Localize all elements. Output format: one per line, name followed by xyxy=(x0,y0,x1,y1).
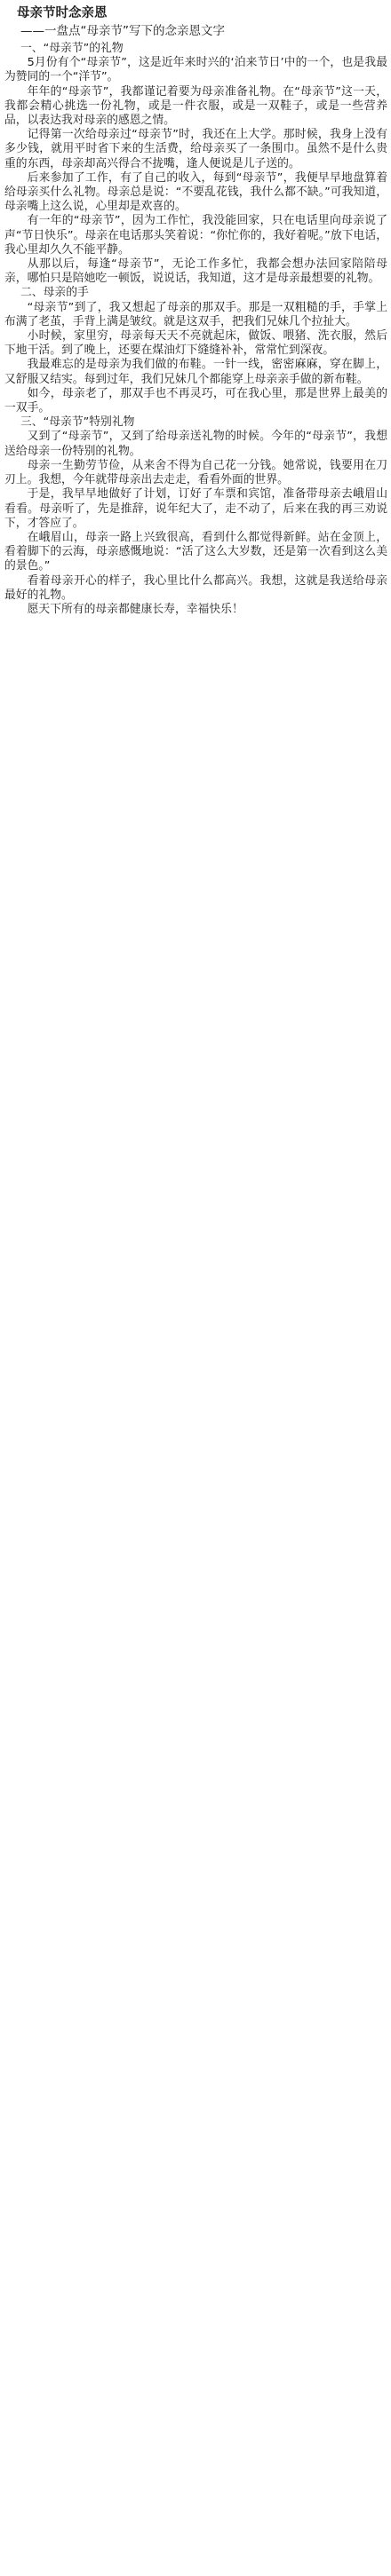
paragraph: 记得第一次给母亲过“母亲节”时，我还在上大学。那时候，我身上没有多少钱，就用平时省下来的生活费，给母亲买了一条围巾。虽然不是什么贵重的东西，母亲却高兴得合不拢嘴，逢人便说是儿子送的。 xyxy=(4,128,387,170)
sections-container xyxy=(4,42,387,617)
paragraph: 于是，我早早地做好了计划，订好了车票和宾馆，准备带母亲去峨眉山看看。母亲听了，先是推辞，说年纪大了，走不动了，后来在我的再三劝说下，才答应了。 xyxy=(4,487,387,530)
paragraph: 从那以后，每逢“母亲节”，无论工作多忙，我都会想办法回家陪陪母亲，哪怕只是陪她吃一顿饭，说说话，我知道，这才是母亲最想要的礼物。 xyxy=(4,257,387,286)
paragraph: 后来参加了工作，有了自己的收入，每到“母亲节”，我便早早地盘算着给母亲买什么礼物。母亲总是说：“不要乱花钱，我什么都不缺。”可我知道，母亲嘴上这么说，心里却是欢喜的。 xyxy=(4,170,387,214)
paragraph: 母亲一生勤劳节俭，从来舍不得为自己花一分钱。她常说，钱要用在刀刃上。我想，今年就带母亲出去走走，看看外面的世界。 xyxy=(4,458,387,487)
paragraph: 又到了“母亲节”，又到了给母亲送礼物的时候。今年的“母亲节”，我想送给母亲一份特别的礼物。 xyxy=(4,430,387,458)
paragraph: 有一年的“母亲节”，因为工作忙，我没能回家，只在电话里向母亲说了声“节日快乐”。母亲在电话那头笑着说：“你忙你的，我好着呢。”放下电话，我心里却久久不能平静。 xyxy=(4,214,387,257)
paragraph: 5月份有个“母亲节”，这是近年来时兴的‘泊来节日’中的一个，也是我最为赞同的一个“洋节”。 xyxy=(4,56,387,84)
paragraph: 在峨眉山，母亲一路上兴致很高，看到什么都觉得新鲜。站在金顶上，看着脚下的云海，母亲感慨地说：“活了这么大岁数，还是第一次看到这么美的景色。” xyxy=(4,530,387,573)
section-heading: 三、“母亲节”特别礼物 xyxy=(20,415,135,430)
document-title: 母亲节时念亲恩 xyxy=(17,6,108,20)
paragraph: 看着母亲开心的样子，我心里比什么都高兴。我想，这就是我送给母亲最好的礼物。 xyxy=(4,573,387,602)
paragraph: 愿天下所有的母亲都健康长寿，幸福快乐！ xyxy=(27,602,243,616)
paragraph: “母亲节”到了，我又想起了母亲的那双手。那是一双粗糙的手，手掌上布满了老茧，手背上满是皱纹。就是这双手，把我们兄妹几个拉扯大。 xyxy=(4,300,387,328)
paragraph: 年年的“母亲节”，我都谨记着要为母亲准备礼物。在“母亲节”这一天，我都会精心挑选一份礼物，或是一件衣服，或是一双鞋子，或是一些营养品，以表达我对母亲的感恩之情。 xyxy=(4,84,387,128)
section-heading: 二、母亲的手 xyxy=(20,286,89,300)
paragraph: 如今，母亲老了，那双手也不再灵巧，可在我心里，那是世界上最美的一双手。 xyxy=(4,386,387,415)
paragraph: 我最难忘的是母亲为我们做的布鞋。一针一线，密密麻麻，穿在脚上，又舒服又结实。每到过年，我们兄妹几个都能穿上母亲亲手做的新布鞋。 xyxy=(4,358,387,386)
document-subtitle: ——一盘点“母亲节”写下的念亲恩文字 xyxy=(20,24,225,38)
section-heading: 一、“母亲节”的礼物 xyxy=(20,42,124,55)
paragraph: 小时候，家里穷，母亲每天天不亮就起床，做饭、喂猪、洗衣服，然后下地干活。到了晚上，还要在煤油灯下缝缝补补，常常忙到深夜。 xyxy=(4,329,387,358)
